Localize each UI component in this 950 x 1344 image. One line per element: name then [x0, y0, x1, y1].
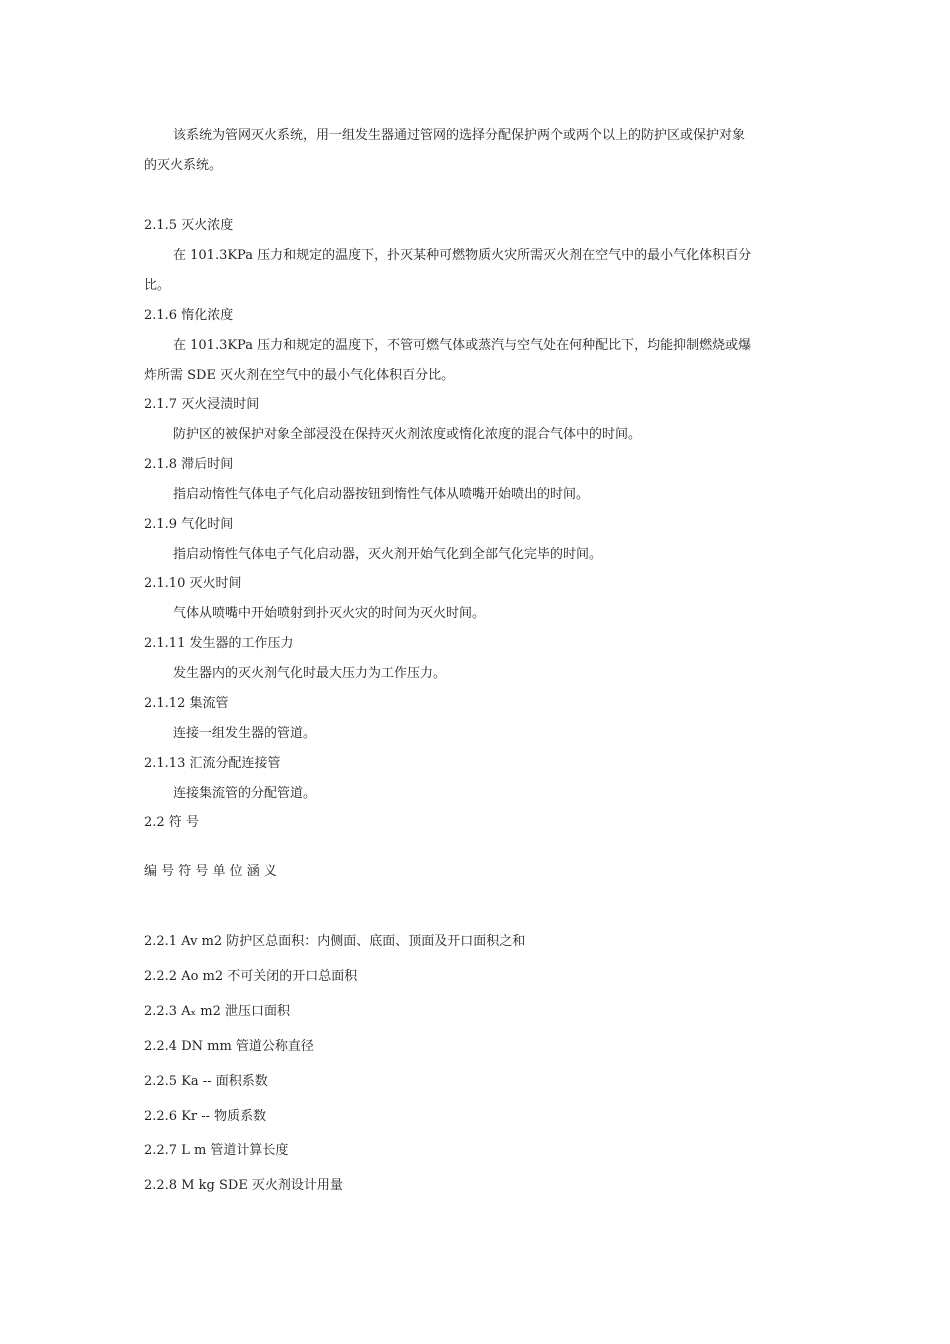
def-2-1-5-line-2: 比。 — [144, 278, 171, 293]
heading-2-1-12: 2.1.12 集流管 — [144, 696, 229, 711]
intro-line-1: 该系统为管网灭火系统，用一组发生器通过管网的选择分配保护两个或两个以上的防护区或保护对象 — [173, 128, 746, 143]
symbol-row: 2.2.3 Aₓ m2 泄压口面积 — [144, 1004, 290, 1019]
def-2-1-6-line-2: 炸所需 SDE 灭火剂在空气中的最小气化体积百分比。 — [144, 368, 455, 383]
def-2-1-5-line-1: 在 101.3KPa 压力和规定的温度下，扑灭某种可燃物质火灾所需灭火剂在空气中的最小气化体积百分 — [173, 248, 752, 263]
def-2-1-10-line-1: 气体从喷嘴中开始喷射到扑灭火灾的时间为灭火时间。 — [173, 606, 486, 621]
heading-2-1-10: 2.1.10 灭火时间 — [144, 576, 242, 591]
heading-2-1-13: 2.1.13 汇流分配连接管 — [144, 756, 281, 771]
symbol-row: 2.2.6 Kr -- 物质系数 — [144, 1109, 267, 1124]
heading-2-1-9: 2.1.9 气化时间 — [144, 517, 234, 532]
def-2-1-9-line-1: 指启动惰性气体电子气化启动器，灭火剂开始气化到全部气化完毕的时间。 — [173, 547, 603, 562]
heading-2-1-5: 2.1.5 灭火浓度 — [144, 218, 234, 233]
heading-2-1-7: 2.1.7 灭火浸渍时间 — [144, 397, 260, 412]
heading-2-2-symbols: 2.2 符 号 — [144, 815, 199, 830]
heading-2-1-11: 2.1.11 发生器的工作压力 — [144, 636, 294, 651]
def-2-1-13-line-1: 连接集流管的分配管道。 — [173, 786, 317, 801]
heading-2-1-6: 2.1.6 惰化浓度 — [144, 308, 234, 323]
symbol-row: 2.2.7 L m 管道计算长度 — [144, 1143, 289, 1158]
def-2-1-7-line-1: 防护区的被保护对象全部浸没在保持灭火剂浓度或惰化浓度的混合气体中的时间。 — [173, 427, 642, 442]
def-2-1-6-line-1: 在 101.3KPa 压力和规定的温度下，不管可燃气体或蒸汽与空气处在何种配比下，均能抑制燃烧或爆 — [173, 338, 752, 353]
symbol-row: 2.2.4 DN mm 管道公称直径 — [144, 1039, 314, 1054]
symbol-row: 2.2.5 Ka -- 面积系数 — [144, 1074, 268, 1089]
symbol-row: 2.2.1 Av m2 防护区总面积：内侧面、底面、顶面及开口面积之和 — [144, 934, 526, 949]
heading-2-1-8: 2.1.8 滞后时间 — [144, 457, 234, 472]
symbol-row: 2.2.2 Ao m2 不可关闭的开口总面积 — [144, 969, 358, 984]
def-2-1-12-line-1: 连接一组发生器的管道。 — [173, 726, 317, 741]
def-2-1-8-line-1: 指启动惰性气体电子气化启动器按钮到惰性气体从喷嘴开始喷出的时间。 — [173, 487, 590, 502]
def-2-1-11-line-1: 发生器内的灭火剂气化时最大压力为工作压力。 — [173, 666, 447, 681]
intro-line-2: 的灭火系统。 — [144, 158, 223, 173]
symbol-table-header: 编 号 符 号 单 位 涵 义 — [144, 864, 277, 879]
symbol-row: 2.2.8 M kg SDE 灭火剂设计用量 — [144, 1178, 343, 1193]
